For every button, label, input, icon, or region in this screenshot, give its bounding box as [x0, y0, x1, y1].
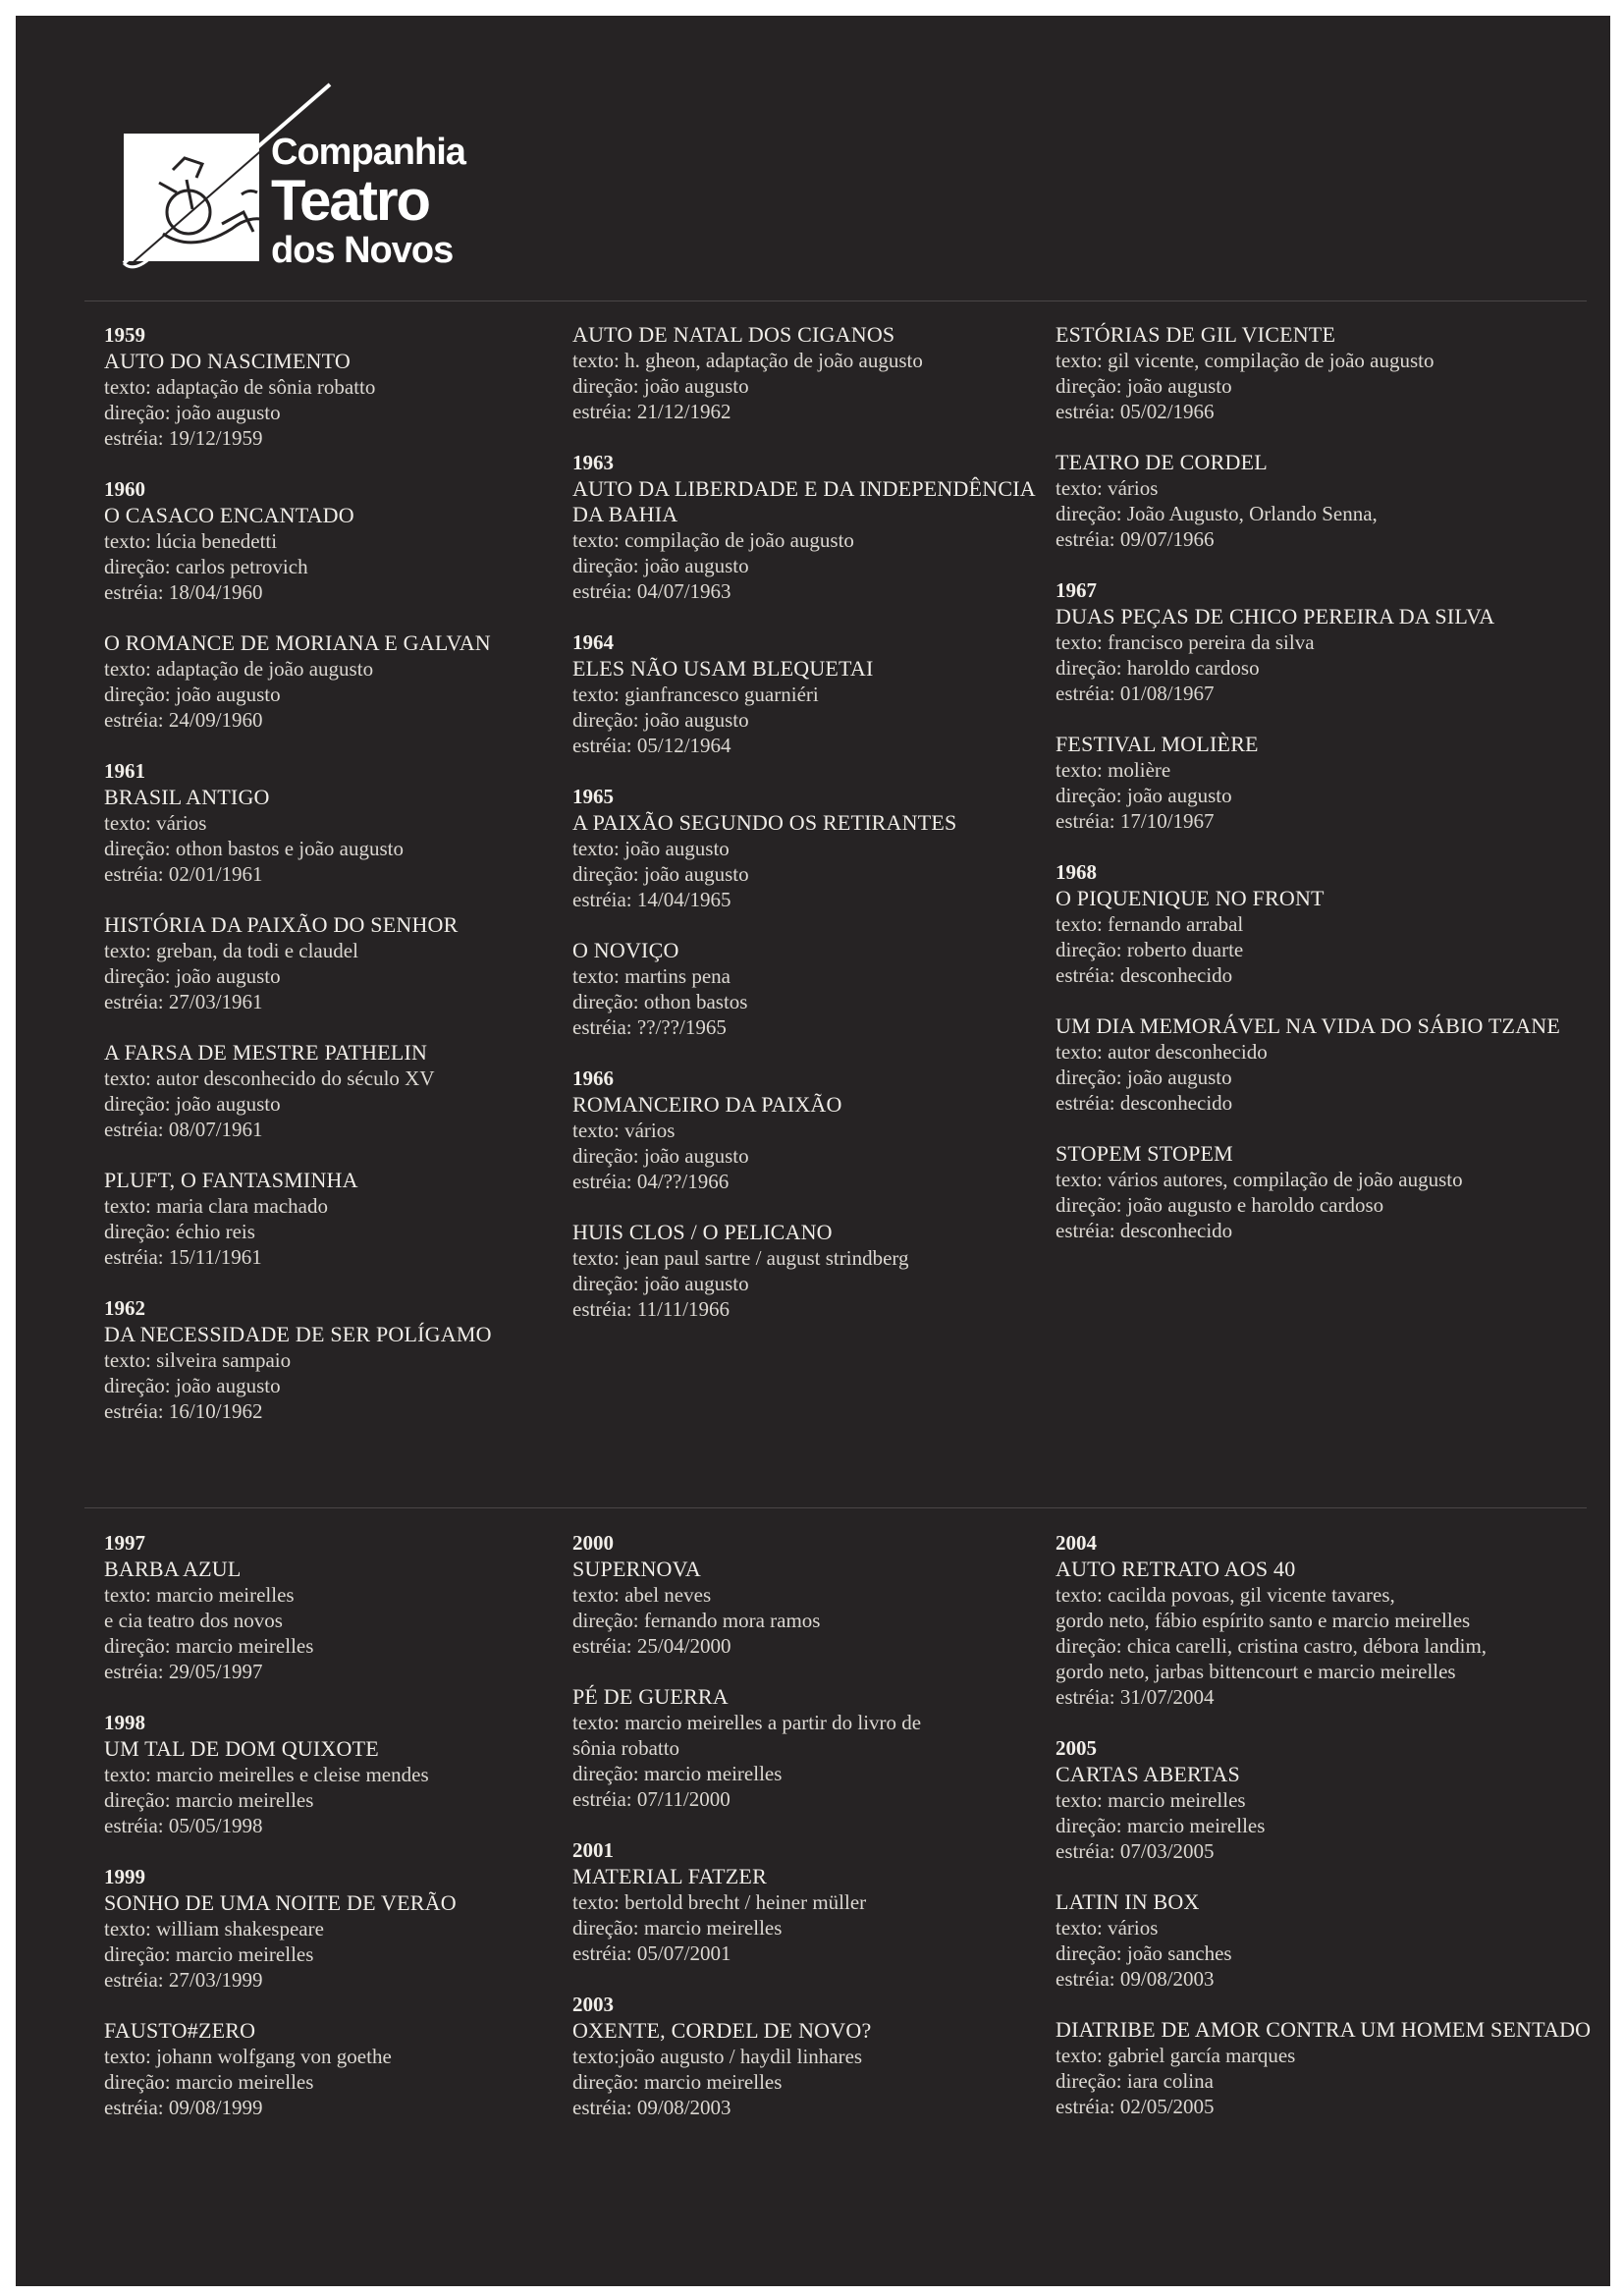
year-heading: 1962 [104, 1296, 145, 1320]
production-entry [572, 322, 1056, 424]
credit-line: texto: autor desconhecido do século XV [104, 1066, 435, 1090]
credit-line: direção: marcio meirelles [104, 1788, 314, 1812]
production-title: ROMANCEIRO DA PAIXÃO [572, 1092, 842, 1117]
column-3 [1056, 322, 1597, 1449]
production-title: A PAIXÃO SEGUNDO OS RETIRANTES [572, 810, 957, 835]
year-heading: 2001 [572, 1838, 614, 1862]
production-title: LATIN IN BOX [1056, 1889, 1200, 1914]
credit-line: direção: fernando mora ramos [572, 1609, 821, 1632]
credit-line: estréia: 08/07/1961 [104, 1118, 263, 1141]
credit-line: estréia: desconhecido [1056, 963, 1233, 987]
year-heading: 1964 [572, 630, 614, 654]
credit-line: estréia: 04/07/1963 [572, 579, 731, 603]
credit-line: estréia: 17/10/1967 [1056, 809, 1215, 833]
year-heading: 2000 [572, 1531, 614, 1555]
credit-line: estréia: 07/11/2000 [572, 1787, 731, 1811]
credit-line: texto: maria clara machado [104, 1194, 328, 1218]
production-title: BRASIL ANTIGO [104, 785, 270, 809]
production-entry [104, 1295, 572, 1424]
production-entry [572, 629, 1056, 758]
production-entry [104, 758, 572, 887]
year-heading: 1960 [104, 477, 145, 501]
credit-line: estréia: 02/05/2005 [1056, 2095, 1215, 2118]
credit-line: direção: échio reis [104, 1220, 255, 1243]
credit-line: direção: joão augusto [1056, 374, 1232, 398]
credit-line: estréia: 05/12/1964 [572, 734, 731, 757]
production-entry [572, 1992, 1056, 2120]
production-title: HISTÓRIA DA PAIXÃO DO SENHOR [104, 912, 459, 937]
year-heading: 2004 [1056, 1531, 1097, 1555]
column-3 [1056, 1530, 1597, 2146]
credit-line: direção: marcio meirelles [104, 1634, 314, 1658]
credit-line: direção: joão augusto [104, 964, 281, 988]
production-title: AUTO DE NATAL DOS CIGANOS [572, 322, 895, 347]
production-entry [1056, 577, 1597, 706]
production-entry [1056, 322, 1597, 424]
credit-line: e cia teatro dos novos [104, 1609, 283, 1632]
credit-line: texto: jean paul sartre / august strindberg [572, 1246, 909, 1270]
production-title: AUTO DA LIBERDADE E DA INDEPENDÊNCIA DA BAHIA [572, 476, 1035, 526]
production-entry [572, 450, 1056, 604]
credit-line: estréia: 29/05/1997 [104, 1660, 263, 1683]
year-heading: 1961 [104, 759, 145, 783]
credit-line: estréia: 07/03/2005 [1056, 1839, 1215, 1863]
production-entry [1056, 732, 1597, 834]
credit-line: texto: martins pena [572, 964, 731, 988]
credit-line: texto:joão augusto / haydil linhares [572, 2045, 863, 2068]
year-heading: 1997 [104, 1531, 145, 1555]
production-entry [104, 1864, 572, 1993]
credit-line: texto: gabriel garcía marques [1056, 2044, 1296, 2067]
production-entry [104, 1530, 572, 1684]
logo-line-3: dos Novos [271, 230, 454, 271]
credit-line: direção: marcio meirelles [572, 1916, 783, 1940]
production-title: UM TAL DE DOM QUIXOTE [104, 1736, 379, 1761]
credit-line: direção: marcio meirelles [104, 2070, 314, 2094]
production-title: MATERIAL FATZER [572, 1864, 767, 1888]
credit-line: direção: marcio meirelles [572, 2070, 783, 2094]
credit-line: estréia: 05/05/1998 [104, 1814, 263, 1837]
credit-line: texto: gianfrancesco guarniéri [572, 683, 819, 706]
production-title: HUIS CLOS / O PELICANO [572, 1220, 833, 1244]
production-title: AUTO RETRATO AOS 40 [1056, 1557, 1296, 1581]
credit-line: direção: joão augusto [104, 1092, 281, 1116]
credit-line: texto: compilação de joão augusto [572, 528, 854, 552]
credit-line: estréia: 05/02/1966 [1056, 400, 1215, 423]
production-title: O ROMANCE DE MORIANA E GALVAN [104, 630, 491, 655]
production-title: O NOVIÇO [572, 938, 679, 962]
credit-line: direção: othon bastos [572, 990, 748, 1013]
year-heading: 1968 [1056, 860, 1097, 884]
credit-line: direção: joão augusto [572, 374, 749, 398]
section-1997-2005 [104, 1530, 1597, 2146]
credit-line: estréia: 16/10/1962 [104, 1399, 263, 1423]
credit-line: estréia: 27/03/1999 [104, 1968, 263, 1992]
production-title: A FARSA DE MESTRE PATHELIN [104, 1040, 428, 1065]
credit-line: estréia: 31/07/2004 [1056, 1685, 1215, 1709]
production-title: SONHO DE UMA NOITE DE VERÃO [104, 1890, 457, 1915]
production-entry [104, 1040, 572, 1142]
company-logo [84, 67, 516, 293]
production-entry [572, 1684, 1056, 1812]
credit-line: texto: marcio meirelles e cleise mendes [104, 1763, 429, 1786]
year-heading: 1959 [104, 323, 145, 347]
production-entry [572, 1530, 1056, 1659]
production-title: UM DIA MEMORÁVEL NA VIDA DO SÁBIO TZANE [1056, 1013, 1561, 1038]
credit-line: direção: iara colina [1056, 2069, 1214, 2093]
production-entry [572, 784, 1056, 912]
credit-line: texto: silveira sampaio [104, 1348, 292, 1372]
credit-line: estréia: 11/11/1966 [572, 1297, 730, 1321]
production-title: BARBA AZUL [104, 1557, 242, 1581]
credit-line: direção: joão augusto [572, 862, 749, 886]
credit-line: texto: autor desconhecido [1056, 1040, 1268, 1064]
credit-line: direção: joão augusto [1056, 784, 1232, 807]
credit-line: direção: joão augusto [572, 708, 749, 732]
logo-wordmark [271, 134, 465, 269]
credit-line: direção: marcio meirelles [1056, 1814, 1266, 1837]
credit-line: estréia: 05/07/2001 [572, 1941, 731, 1965]
credit-line: direção: joão augusto [572, 1272, 749, 1295]
credit-line: texto: vários [1056, 1916, 1159, 1940]
production-title: STOPEM STOPEM [1056, 1141, 1233, 1166]
production-entry [104, 322, 572, 451]
production-title: DUAS PEÇAS DE CHICO PEREIRA DA SILVA [1056, 604, 1495, 629]
production-entry [104, 2018, 572, 2120]
credit-line: estréia: 21/12/1962 [572, 400, 731, 423]
credit-line: estréia: 19/12/1959 [104, 426, 263, 450]
credit-line: texto: adaptação de joão augusto [104, 657, 374, 681]
credit-line: estréia: 02/01/1961 [104, 862, 263, 886]
credit-line: estréia: 24/09/1960 [104, 708, 263, 732]
production-entry [104, 630, 572, 733]
year-heading: 1967 [1056, 578, 1097, 602]
credit-line: direção: othon bastos e joão augusto [104, 837, 405, 860]
credit-line: direção: João Augusto, Orlando Senna, [1056, 502, 1378, 525]
credit-line: texto: joão augusto [572, 837, 730, 860]
production-title: PÉ DE GUERRA [572, 1684, 729, 1709]
credit-line: estréia: desconhecido [1056, 1219, 1233, 1242]
credit-line: estréia: ??/??/1965 [572, 1015, 727, 1039]
production-title: ESTÓRIAS DE GIL VICENTE [1056, 322, 1336, 347]
credit-line: sônia robatto [572, 1736, 680, 1760]
production-title: DIATRIBE DE AMOR CONTRA UM HOMEM SENTADO [1056, 2017, 1592, 2042]
credit-line: direção: joão augusto [1056, 1066, 1232, 1089]
production-entry [104, 912, 572, 1014]
production-entry [104, 1168, 572, 1270]
middle-divider [84, 1507, 1587, 1508]
production-title: DA NECESSIDADE DE SER POLÍGAMO [104, 1322, 492, 1346]
production-entry [1056, 2017, 1597, 2119]
credit-line: estréia: 25/04/2000 [572, 1634, 731, 1658]
credit-line: estréia: 04/??/1966 [572, 1170, 730, 1193]
production-title: PLUFT, O FANTASMINHA [104, 1168, 358, 1192]
credit-line: direção: joão augusto [104, 683, 281, 706]
credit-line: estréia: 27/03/1961 [104, 990, 263, 1013]
production-entry [1056, 1735, 1597, 1864]
year-heading: 1965 [572, 785, 614, 808]
production-entry [572, 1066, 1056, 1194]
credit-line: direção: haroldo cardoso [1056, 656, 1260, 680]
credit-line: texto: francisco pereira da silva [1056, 630, 1315, 654]
year-heading: 1966 [572, 1066, 614, 1090]
production-title: FESTIVAL MOLIÈRE [1056, 732, 1259, 756]
credit-line: direção: joão augusto e haroldo cardoso [1056, 1193, 1384, 1217]
production-title: O CASACO ENCANTADO [104, 503, 354, 527]
production-entry [1056, 1013, 1597, 1116]
production-title: SUPERNOVA [572, 1557, 701, 1581]
credit-line: texto: molière [1056, 758, 1171, 782]
production-entry [572, 938, 1056, 1040]
production-entry [1056, 450, 1597, 552]
credit-line: direção: joão sanches [1056, 1941, 1232, 1965]
production-title: AUTO DO NASCIMENTO [104, 349, 351, 373]
credit-line: estréia: 09/08/1999 [104, 2096, 263, 2119]
credit-line: texto: lúcia benedetti [104, 529, 278, 553]
production-entry [1056, 859, 1597, 988]
credit-line: texto: abel neves [572, 1583, 712, 1607]
credit-line: texto: fernando arrabal [1056, 912, 1244, 936]
credit-line: texto: marcio meirelles [104, 1583, 295, 1607]
credit-line: estréia: 09/08/2003 [572, 2096, 731, 2119]
credit-line: direção: joão augusto [104, 401, 281, 424]
credit-line: direção: roberto duarte [1056, 938, 1244, 961]
production-entry [572, 1837, 1056, 1966]
credit-line: texto: gil vicente, compilação de joão augusto [1056, 349, 1435, 372]
column-1 [104, 322, 572, 1449]
production-entry [104, 1710, 572, 1838]
credit-line: texto: greban, da todi e claudel [104, 939, 358, 962]
year-heading: 1998 [104, 1711, 145, 1734]
credit-line: estréia: 09/07/1966 [1056, 527, 1215, 551]
credit-line: texto: vários [104, 811, 207, 835]
column-1 [104, 1530, 572, 2146]
column-2 [572, 1530, 1056, 2146]
credit-line: direção: marcio meirelles [572, 1762, 783, 1785]
credit-line: estréia: 14/04/1965 [572, 888, 731, 911]
production-entry [1056, 1141, 1597, 1243]
production-entry [572, 1220, 1056, 1322]
column-2 [572, 322, 1056, 1449]
section-1959-1968 [104, 322, 1597, 1449]
production-entry [104, 476, 572, 605]
credit-line: estréia: desconhecido [1056, 1091, 1233, 1115]
production-title: O PIQUENIQUE NO FRONT [1056, 886, 1325, 910]
logo-line-2: Teatro [271, 169, 429, 233]
year-heading: 2005 [1056, 1736, 1097, 1760]
credit-line: direção: carlos petrovich [104, 555, 308, 578]
credit-line: texto: william shakespeare [104, 1917, 324, 1941]
credit-line: gordo neto, fábio espírito santo e marcio meirelles [1056, 1609, 1471, 1632]
logo-line-1: Companhia [271, 132, 465, 173]
credit-line: texto: h. gheon, adaptação de joão augusto [572, 349, 923, 372]
credit-line: direção: joão augusto [104, 1374, 281, 1397]
credit-line: estréia: 18/04/1960 [104, 580, 263, 604]
credit-line: texto: cacilda povoas, gil vicente tavares, [1056, 1583, 1395, 1607]
credit-line: texto: vários [1056, 476, 1159, 500]
credit-line: estréia: 15/11/1961 [104, 1245, 262, 1269]
credit-line: texto: marcio meirelles [1056, 1788, 1246, 1812]
credit-line: direção: chica carelli, cristina castro, débora landim, [1056, 1634, 1488, 1658]
credit-line: texto: bertold brecht / heiner müller [572, 1890, 867, 1914]
credit-line: gordo neto, jarbas bittencourt e marcio meirelles [1056, 1660, 1456, 1683]
credit-line: texto: marcio meirelles a partir do livro de [572, 1711, 922, 1734]
production-title: ELES NÃO USAM BLEQUETAI [572, 656, 874, 681]
production-entry [1056, 1530, 1597, 1710]
poster-sheet [16, 16, 1610, 2286]
production-title: OXENTE, CORDEL DE NOVO? [572, 2018, 872, 2043]
credit-line: estréia: 09/08/2003 [1056, 1967, 1215, 1991]
credit-line: direção: joão augusto [572, 554, 749, 577]
year-heading: 1963 [572, 451, 614, 474]
credit-line: direção: marcio meirelles [104, 1942, 314, 1966]
production-title: TEATRO DE CORDEL [1056, 450, 1268, 474]
year-heading: 2003 [572, 1993, 614, 2016]
credit-line: texto: vários [572, 1119, 676, 1142]
production-title: FAUSTO#ZERO [104, 2018, 256, 2043]
credit-line: texto: johann wolfgang von goethe [104, 2045, 392, 2068]
credit-line: estréia: 01/08/1967 [1056, 682, 1215, 705]
credit-line: direção: joão augusto [572, 1144, 749, 1168]
production-title: CARTAS ABERTAS [1056, 1762, 1240, 1786]
credit-line: texto: adaptação de sônia robatto [104, 375, 376, 399]
production-entry [1056, 1889, 1597, 1992]
year-heading: 1999 [104, 1865, 145, 1888]
credit-line: texto: vários autores, compilação de joão augusto [1056, 1168, 1463, 1191]
